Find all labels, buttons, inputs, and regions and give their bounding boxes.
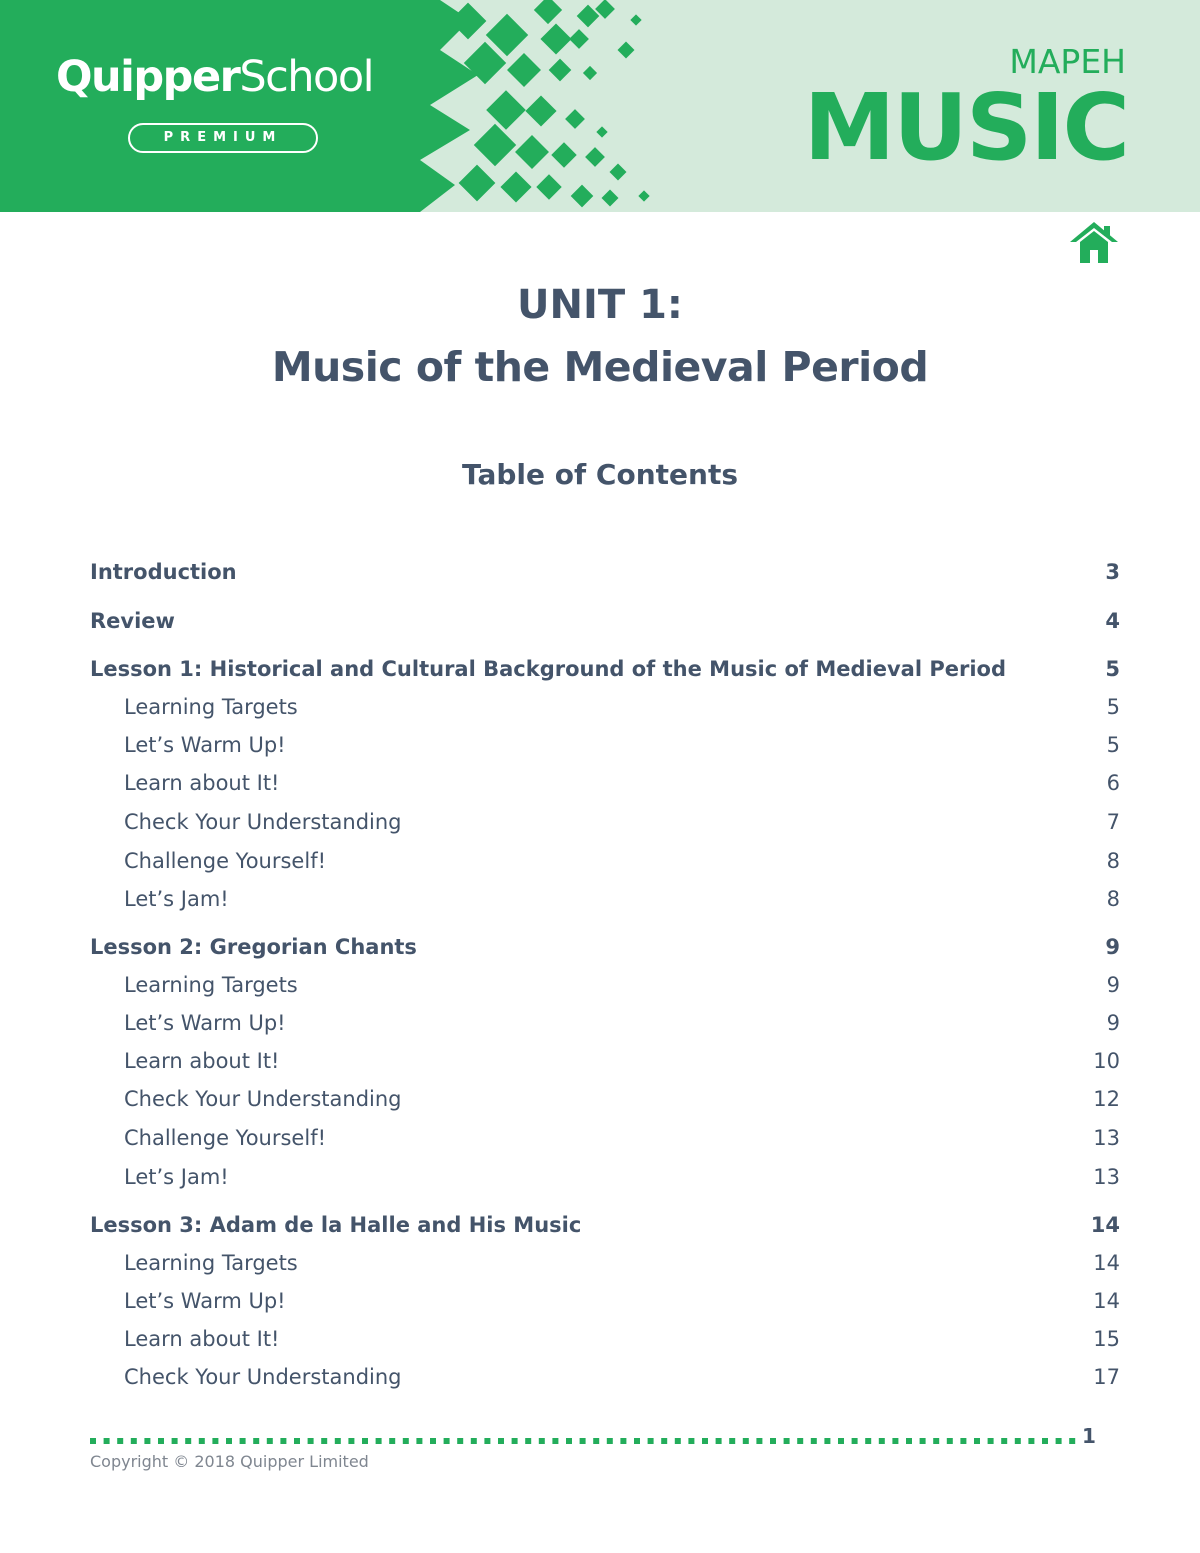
- toc-entry-label: Lesson 1: Historical and Cultural Background of the Music of Medieval Period: [90, 657, 1006, 681]
- toc-section[interactable]: [0, 1210, 1200, 1240]
- unit-title: UNIT 1:: [517, 282, 683, 328]
- copyright-text: Copyright © 2018 Quipper Limited: [90, 1452, 369, 1471]
- toc-subsection[interactable]: [0, 730, 1200, 760]
- toc-entry-label: Lesson 3: Adam de la Halle and His Music: [90, 1213, 582, 1237]
- toc-entry-page: 8: [1106, 849, 1120, 873]
- toc-subsection[interactable]: [0, 1084, 1200, 1114]
- toc-section[interactable]: [0, 932, 1200, 962]
- toc-entry-page: 9: [1106, 1011, 1120, 1035]
- toc-subsection[interactable]: [0, 1324, 1200, 1354]
- toc-entry-label: Learn about It!: [124, 1049, 280, 1073]
- toc-entry-label: Challenge Yourself!: [124, 849, 327, 873]
- toc-subsection[interactable]: [0, 692, 1200, 722]
- toc-subsection[interactable]: [0, 1008, 1200, 1038]
- brand-logo: [56, 52, 373, 102]
- toc-entry-page: 7: [1106, 810, 1120, 834]
- toc-section[interactable]: [0, 654, 1200, 684]
- toc-entry-page: 14: [1090, 1213, 1120, 1237]
- toc-entry-label: Let’s Warm Up!: [124, 1011, 286, 1035]
- toc-section[interactable]: [0, 557, 1200, 587]
- toc-entry-page: 15: [1093, 1327, 1120, 1351]
- toc-entry-label: Learning Targets: [124, 973, 298, 997]
- toc-entry-page: 13: [1093, 1165, 1120, 1189]
- toc-entry-label: Learn about It!: [124, 771, 280, 795]
- toc-entry-label: Learn about It!: [124, 1327, 280, 1351]
- premium-badge: PREMIUM: [128, 123, 318, 153]
- toc-subsection[interactable]: [0, 1362, 1200, 1392]
- toc-subsection[interactable]: [0, 1162, 1200, 1192]
- toc-subsection[interactable]: [0, 846, 1200, 876]
- toc-entry-page: 9: [1106, 973, 1120, 997]
- toc-subsection[interactable]: [0, 1248, 1200, 1278]
- toc-entry-page: 17: [1093, 1365, 1120, 1389]
- brand-logo-regular: School: [239, 52, 374, 102]
- toc-entry-page: 14: [1093, 1289, 1120, 1313]
- toc-entry-page: 14: [1093, 1251, 1120, 1275]
- footer-divider: [88, 1436, 1078, 1446]
- toc-entry-page: 10: [1093, 1049, 1120, 1073]
- toc-subsection[interactable]: [0, 1286, 1200, 1316]
- toc-entry-label: Learning Targets: [124, 695, 298, 719]
- toc-subsection[interactable]: [0, 970, 1200, 1000]
- unit-name: Music of the Medieval Period: [271, 343, 929, 391]
- toc-entry-page: 12: [1093, 1087, 1120, 1111]
- toc-entry-page: 3: [1105, 560, 1120, 584]
- toc-entry-page: 5: [1106, 695, 1120, 719]
- toc-subsection[interactable]: [0, 1123, 1200, 1153]
- toc-entry-label: Check Your Understanding: [124, 1087, 402, 1111]
- toc-entry-label: Introduction: [90, 560, 237, 584]
- toc-entry-page: 5: [1105, 657, 1120, 681]
- toc-entry-page: 9: [1105, 935, 1120, 959]
- toc-entry-label: Let’s Jam!: [124, 887, 229, 911]
- subject-category: MAPEH: [1009, 42, 1126, 81]
- toc-entry-page: 6: [1106, 771, 1120, 795]
- brand-logo-bold: Quipper: [56, 52, 240, 102]
- toc-entry-label: Lesson 2: Gregorian Chants: [90, 935, 417, 959]
- toc-subsection[interactable]: [0, 768, 1200, 798]
- header-banner: [0, 0, 1200, 212]
- toc-subsection[interactable]: [0, 807, 1200, 837]
- toc-entry-page: 5: [1106, 733, 1120, 757]
- toc-entry-label: Let’s Jam!: [124, 1165, 229, 1189]
- page-number: 1: [1082, 1424, 1096, 1448]
- toc-section[interactable]: [0, 606, 1200, 636]
- toc-entry-label: Learning Targets: [124, 1251, 298, 1275]
- toc-entry-page: 4: [1105, 609, 1120, 633]
- toc-subsection[interactable]: [0, 884, 1200, 914]
- toc-entry-page: 8: [1106, 887, 1120, 911]
- subject-title: MUSIC: [803, 74, 1128, 181]
- toc-heading: Table of Contents: [461, 458, 738, 491]
- home-icon[interactable]: [1068, 220, 1120, 266]
- toc-entry-label: Review: [90, 609, 175, 633]
- toc-entry-label: Let’s Warm Up!: [124, 733, 286, 757]
- toc-entry-page: 13: [1093, 1126, 1120, 1150]
- toc-entry-label: Check Your Understanding: [124, 1365, 402, 1389]
- toc-entry-label: Check Your Understanding: [124, 810, 402, 834]
- toc-subsection[interactable]: [0, 1046, 1200, 1076]
- toc-entry-label: Challenge Yourself!: [124, 1126, 327, 1150]
- toc-entry-label: Let’s Warm Up!: [124, 1289, 286, 1313]
